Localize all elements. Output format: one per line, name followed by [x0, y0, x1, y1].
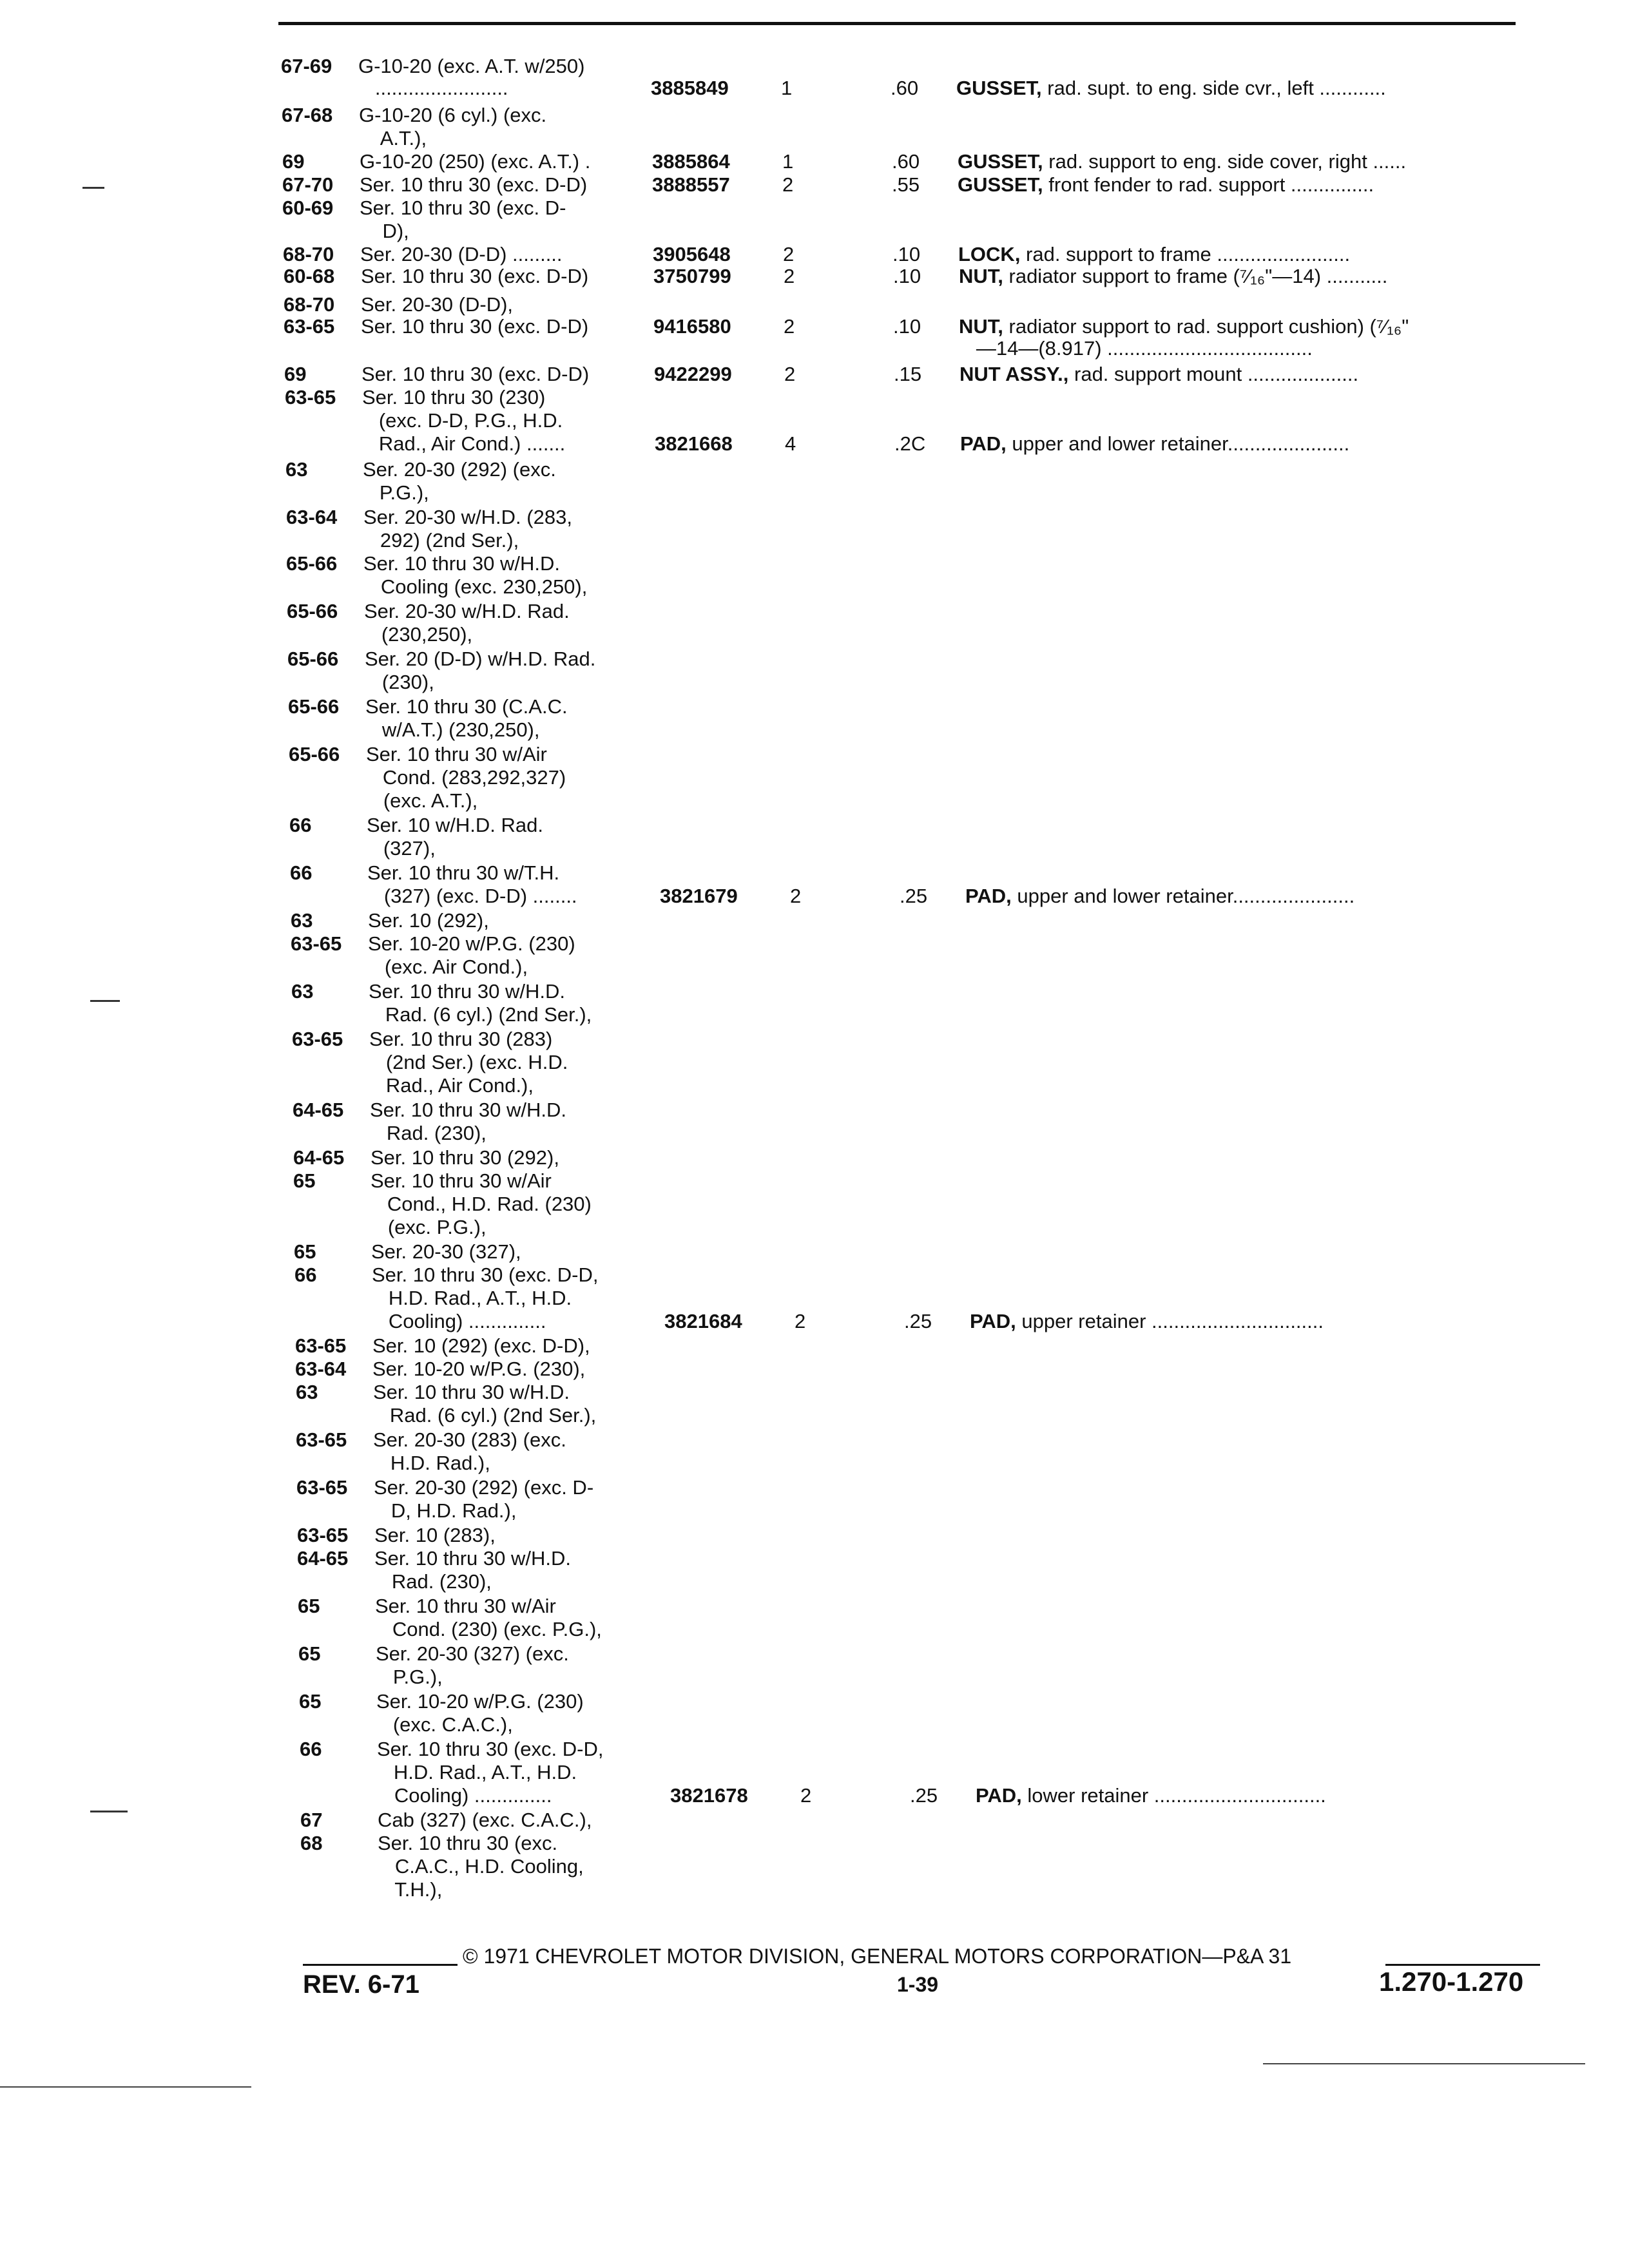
- part-number-cell: 3750799: [653, 265, 731, 287]
- application-cell: Ser. 10 (292),: [368, 909, 489, 932]
- year-cell: 65: [299, 1690, 322, 1713]
- application-cell: Ser. 20-30 w/H.D. (283,: [363, 506, 572, 528]
- application-cell: Cooling) ..............: [372, 1310, 546, 1332]
- application-cell: Ser. 20-30 (327),: [371, 1240, 521, 1263]
- year-cell: 63-65: [285, 386, 336, 408]
- part-name: PAD,: [960, 432, 1007, 455]
- description-cell: [960, 432, 1349, 456]
- description-cell: [958, 242, 1350, 266]
- application-cell: Ser. 10 (283),: [374, 1524, 496, 1546]
- application-cell: Ser. 10-20 w/P.G. (230): [368, 932, 575, 955]
- top-rule: [278, 22, 1516, 25]
- application-cell: (2nd Ser.) (exc. H.D.: [369, 1051, 568, 1073]
- application-cell: G-10-20 (250) (exc. A.T.) .: [360, 150, 591, 173]
- year-cell: 63-64: [286, 506, 338, 528]
- part-name: LOCK,: [958, 243, 1021, 265]
- application-cell: H.D. Rad., A.T., H.D.: [377, 1761, 577, 1783]
- part-number-cell: 3888557: [652, 173, 730, 196]
- year-cell: 65: [293, 1169, 316, 1192]
- application-cell: Cab (327) (exc. C.A.C.),: [378, 1809, 592, 1831]
- description-text: rad. support to eng. side cover, right ......: [1043, 150, 1407, 173]
- year-cell: 67-69: [281, 55, 333, 77]
- margin-mark: [90, 1000, 120, 1002]
- application-cell: G-10-20 (6 cyl.) (exc.: [359, 104, 547, 126]
- description-cell: [958, 149, 1406, 173]
- year-cell: 65: [298, 1642, 321, 1665]
- year-cell: 66: [294, 1264, 317, 1286]
- application-cell: Cond. (283,292,327): [366, 766, 566, 789]
- price-cell: .10: [892, 243, 921, 265]
- year-cell: 60-68: [284, 265, 335, 287]
- year-cell: 67: [300, 1809, 323, 1831]
- application-cell: 292) (2nd Ser.),: [363, 529, 519, 552]
- description-cell: [959, 362, 1358, 386]
- description-cell: [959, 336, 1313, 360]
- quantity-cell: 4: [785, 432, 796, 455]
- application-cell: T.H.),: [378, 1878, 443, 1901]
- price-cell: .25: [904, 1310, 932, 1332]
- quantity-cell: 2: [795, 1310, 806, 1332]
- price-cell: .60: [892, 150, 920, 173]
- application-cell: Ser. 10 thru 30 (exc. D-D,: [372, 1264, 599, 1286]
- year-cell: 69: [282, 150, 305, 173]
- year-cell: 65-66: [288, 695, 340, 718]
- application-cell: Ser. 10 thru 30 w/H.D.: [369, 980, 565, 1003]
- part-number-cell: 3821684: [664, 1310, 742, 1332]
- application-cell: (exc. C.A.C.),: [376, 1713, 513, 1736]
- application-cell: Ser. 20-30 (283) (exc.: [373, 1428, 566, 1451]
- year-cell: 64-65: [293, 1099, 344, 1121]
- application-cell: Ser. 20-30 (327) (exc.: [376, 1642, 569, 1665]
- application-cell: Ser. 20-30 (D-D),: [361, 293, 514, 316]
- application-cell: Cond. (230) (exc. P.G.),: [376, 1618, 602, 1640]
- part-number-cell: 9416580: [653, 315, 731, 338]
- year-cell: 65-66: [289, 743, 340, 765]
- application-cell: P.G.),: [376, 1666, 443, 1688]
- application-cell: Ser. 10 thru 30 w/H.D.: [373, 1381, 570, 1403]
- description-text: upper and lower retainer......................: [1006, 432, 1350, 455]
- part-name: GUSSET,: [958, 150, 1043, 173]
- application-cell: Cooling) ..............: [378, 1784, 552, 1807]
- quantity-cell: 1: [782, 150, 794, 173]
- part-number-cell: 3821678: [670, 1784, 748, 1807]
- part-name: GUSSET,: [958, 173, 1043, 196]
- description-cell: [970, 1309, 1324, 1333]
- year-cell: 67-70: [282, 173, 334, 196]
- application-cell: Ser. 20-30 w/H.D. Rad.: [364, 600, 570, 622]
- application-cell: Ser. 20 (D-D) w/H.D. Rad.: [365, 648, 596, 670]
- application-cell: (exc. A.T.),: [367, 789, 478, 812]
- year-cell: 66: [289, 814, 312, 836]
- application-cell: Ser. 10 thru 30 w/Air: [375, 1595, 556, 1617]
- application-cell: Ser. 10-20 w/P.G. (230),: [372, 1358, 586, 1380]
- price-cell: .55: [892, 173, 920, 196]
- year-cell: 60-69: [282, 197, 334, 219]
- bottom-rule-left: [0, 2086, 251, 2088]
- description-cell: [958, 173, 1374, 197]
- description-text: —14—(8.917) .....................................: [959, 337, 1313, 360]
- year-cell: 63: [296, 1381, 318, 1403]
- application-cell: Ser. 10 (292) (exc. D-D),: [372, 1334, 590, 1357]
- description-text: lower retainer ...............................: [1021, 1784, 1326, 1807]
- year-cell: 68: [300, 1832, 323, 1854]
- description-cell: [976, 1783, 1326, 1807]
- part-name: NUT,: [959, 315, 1003, 338]
- application-cell: ........................: [358, 77, 508, 99]
- year-cell: 63: [291, 909, 313, 932]
- application-cell: Ser. 10 thru 30 (283): [369, 1028, 553, 1050]
- application-cell: Ser. 10 thru 30 (exc.: [378, 1832, 558, 1854]
- copyright-line: © 1971 CHEVROLET MOTOR DIVISION, GENERAL MOTORS CORPORATION—P&A 31: [463, 1945, 1292, 1968]
- price-cell: .60: [891, 77, 919, 99]
- section-number: 1.270-1.270: [1379, 1966, 1524, 1997]
- margin-mark: [82, 187, 104, 189]
- quantity-cell: 2: [784, 265, 795, 287]
- application-cell: D, H.D. Rad.),: [374, 1499, 517, 1522]
- application-cell: Cooling (exc. 230,250),: [364, 575, 588, 598]
- price-cell: .10: [893, 315, 921, 338]
- bottom-rule-right: [1263, 2063, 1585, 2064]
- application-cell: H.D. Rad.),: [374, 1452, 490, 1474]
- year-cell: 64-65: [297, 1547, 349, 1570]
- quantity-cell: 2: [783, 243, 795, 265]
- year-cell: 66: [300, 1738, 322, 1760]
- year-cell: 69: [284, 363, 307, 385]
- part-name: PAD,: [965, 885, 1012, 907]
- year-cell: 63-65: [284, 315, 335, 338]
- application-cell: Ser. 10 thru 30 (exc. D-D,: [377, 1738, 604, 1760]
- application-cell: D),: [360, 220, 409, 242]
- application-cell: H.D. Rad., A.T., H.D.: [372, 1287, 572, 1309]
- price-cell: .2C: [894, 432, 926, 455]
- quantity-cell: 2: [784, 363, 796, 385]
- footer-rule-left: [303, 1964, 458, 1966]
- application-cell: Ser. 20-30 (292) (exc.: [363, 458, 556, 481]
- year-cell: 66: [290, 861, 313, 884]
- description-text: upper and lower retainer......................: [1011, 885, 1355, 907]
- application-cell: Rad., Air Cond.) .......: [362, 432, 566, 455]
- application-cell: Rad., Air Cond.),: [369, 1074, 534, 1097]
- application-cell: (230),: [365, 671, 434, 693]
- application-cell: A.T.),: [359, 127, 427, 149]
- part-number-cell: 9422299: [654, 363, 732, 385]
- part-name: GUSSET,: [956, 77, 1042, 99]
- application-cell: Cond., H.D. Rad. (230): [371, 1193, 592, 1215]
- year-cell: 63-64: [295, 1358, 347, 1380]
- description-cell: [956, 76, 1386, 100]
- year-cell: 65-66: [287, 648, 339, 670]
- description-text: radiator support to rad. support cushion) (⁷⁄₁₆": [1003, 315, 1409, 338]
- application-cell: Rad. (6 cyl.) (2nd Ser.),: [373, 1404, 597, 1427]
- application-cell: Ser. 20-30 (292) (exc. D-: [374, 1476, 594, 1499]
- application-cell: Ser. 10 thru 30 (exc. D-D): [361, 315, 589, 338]
- description-cell: [959, 314, 1409, 338]
- year-cell: 63-65: [297, 1524, 349, 1546]
- price-cell: .25: [910, 1784, 938, 1807]
- year-cell: 63-65: [291, 932, 342, 955]
- description-text: upper retainer ...............................: [1016, 1310, 1324, 1332]
- part-name: NUT ASSY.,: [959, 363, 1069, 385]
- application-cell: Rad. (230),: [375, 1570, 492, 1593]
- year-cell: 67-68: [282, 104, 333, 126]
- application-cell: Rad. (6 cyl.) (2nd Ser.),: [369, 1003, 592, 1026]
- application-cell: Ser. 10 thru 30 w/Air: [371, 1169, 552, 1192]
- margin-mark: [90, 1811, 128, 1812]
- description-text: rad. support to frame ........................: [1020, 243, 1351, 265]
- quantity-cell: 1: [781, 77, 793, 99]
- application-cell: Ser. 10 thru 30 (C.A.C.: [365, 695, 568, 718]
- year-cell: 63: [285, 458, 308, 481]
- description-cell: [959, 264, 1387, 288]
- application-cell: Ser. 10 thru 30 (exc. D-D): [361, 363, 590, 385]
- part-name: PAD,: [970, 1310, 1016, 1332]
- part-number-cell: 3885864: [652, 150, 730, 173]
- quantity-cell: 2: [784, 315, 795, 338]
- application-cell: Ser. 10 thru 30 (exc. D-D): [361, 265, 589, 287]
- year-cell: 64-65: [293, 1146, 345, 1169]
- description-text: rad. support mount ....................: [1068, 363, 1359, 385]
- price-cell: .10: [893, 265, 921, 287]
- part-number-cell: 3905648: [653, 243, 731, 265]
- application-cell: Ser. 10 thru 30 (292),: [371, 1146, 559, 1169]
- application-cell: Ser. 20-30 (D-D) .........: [360, 243, 563, 265]
- year-cell: 65: [298, 1595, 320, 1617]
- application-cell: Ser. 10-20 w/P.G. (230): [376, 1690, 584, 1713]
- application-cell: Ser. 10 thru 30 w/Air: [366, 743, 547, 765]
- application-cell: (327),: [367, 837, 436, 860]
- application-cell: Ser. 10 thru 30 w/T.H.: [367, 861, 560, 884]
- part-number-cell: 3821668: [655, 432, 733, 455]
- footer-rule-right: [1385, 1964, 1540, 1966]
- application-cell: (exc. P.G.),: [371, 1216, 487, 1238]
- page-number: 1-39: [897, 1973, 939, 1996]
- part-name: NUT,: [959, 265, 1003, 287]
- year-cell: 65: [294, 1240, 316, 1263]
- part-number-cell: 3821679: [660, 885, 738, 907]
- application-cell: (230,250),: [365, 623, 473, 646]
- application-cell: Ser. 10 thru 30 w/H.D.: [370, 1099, 566, 1121]
- application-cell: Rad. (230),: [370, 1122, 487, 1144]
- year-cell: 65-66: [286, 552, 338, 575]
- description-text: radiator support to frame (⁷⁄₁₆"—14) ...........: [1003, 265, 1388, 287]
- application-cell: Ser. 10 thru 30 (exc. D-: [360, 197, 566, 219]
- year-cell: 63-65: [295, 1334, 347, 1357]
- year-cell: 65-66: [287, 600, 338, 622]
- application-cell: Ser. 10 thru 30 (230): [362, 386, 546, 408]
- description-text: rad. supt. to eng. side cvr., left ............: [1041, 77, 1386, 99]
- application-cell: w/A.T.) (230,250),: [365, 718, 540, 741]
- application-cell: Ser. 10 thru 30 w/H.D.: [374, 1547, 571, 1570]
- year-cell: 68-70: [284, 293, 335, 316]
- application-cell: Ser. 10 thru 30 (exc. D-D): [360, 173, 588, 196]
- quantity-cell: 2: [800, 1784, 812, 1807]
- application-cell: P.G.),: [363, 481, 429, 504]
- application-cell: Ser. 10 w/H.D. Rad.: [367, 814, 543, 836]
- application-cell: Ser. 10 thru 30 w/H.D.: [363, 552, 560, 575]
- description-cell: [965, 884, 1354, 908]
- year-cell: 63-65: [296, 1476, 348, 1499]
- application-cell: C.A.C., H.D. Cooling,: [378, 1855, 584, 1878]
- price-cell: .15: [894, 363, 922, 385]
- year-cell: 63-65: [292, 1028, 343, 1050]
- price-cell: .25: [900, 885, 928, 907]
- year-cell: 63-65: [296, 1428, 347, 1451]
- revision-label: REV. 6-71: [303, 1970, 419, 1999]
- year-cell: 63: [291, 980, 314, 1003]
- part-number-cell: 3885849: [651, 77, 729, 99]
- quantity-cell: 2: [790, 885, 802, 907]
- part-name: PAD,: [976, 1784, 1022, 1807]
- year-cell: 68-70: [283, 243, 334, 265]
- application-cell: (exc. Air Cond.),: [368, 956, 528, 978]
- application-cell: (exc. D-D, P.G., H.D.: [362, 409, 563, 432]
- application-cell: (327) (exc. D-D) ........: [367, 885, 577, 907]
- application-cell: G-10-20 (exc. A.T. w/250): [358, 55, 585, 77]
- quantity-cell: 2: [782, 173, 794, 196]
- description-text: front fender to rad. support ...............: [1043, 173, 1374, 196]
